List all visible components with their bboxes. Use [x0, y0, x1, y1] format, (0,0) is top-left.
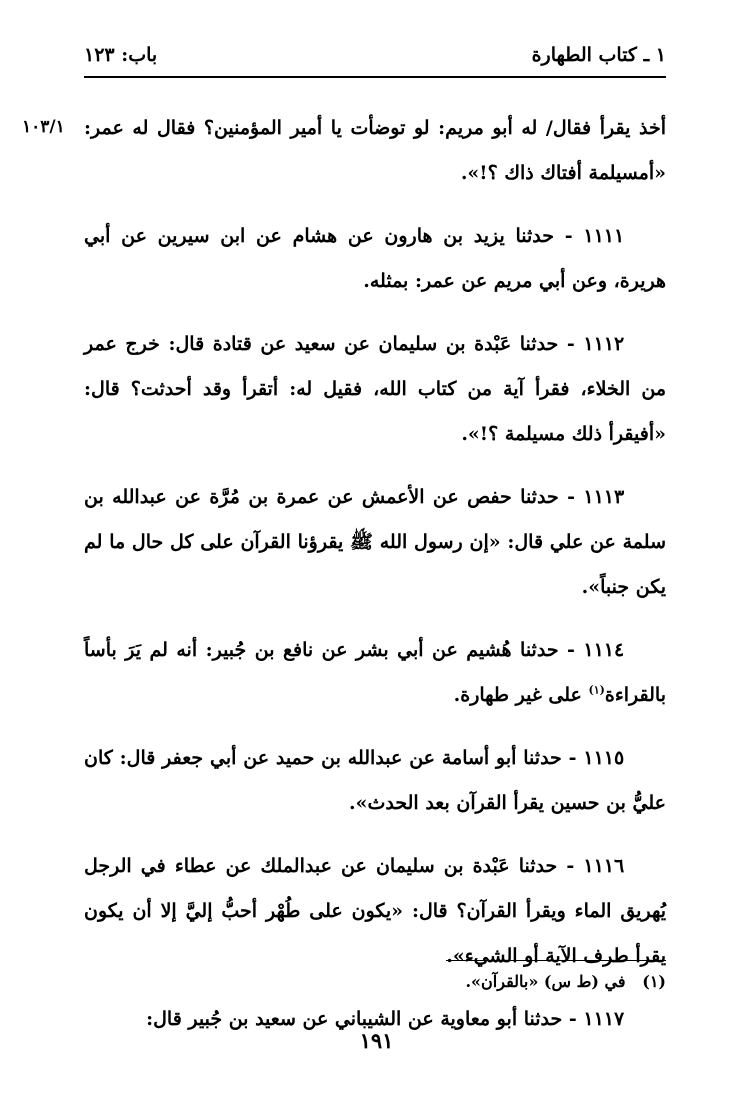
hadith-1117: ١١١٧ - حدثنا أبو معاوية عن الشيباني عن سعيد بن جُبير قال: — [146, 1008, 625, 1030]
book-section-title: ١ ـ كتاب الطهارة — [531, 44, 666, 66]
header-divider — [84, 76, 666, 78]
footnote-reference-marker[interactable]: (١) — [588, 683, 605, 697]
hadith-1111: ١١١١ - حدثنا يزيد بن هارون عن هشام عن ابن سيرين عن أبي هريرة، وعن أبي مريم عن عمر: بمثله. — [84, 225, 666, 292]
hadith-1113: ١١١٣ - حدثنا حفص عن الأعمش عن عمرة بن مُرَّة عن عبدالله بن سلمة عن علي قال: «إن رسول الله ﷺ يقرؤنا القرآن على كل حال ما لم يكن جنباً». — [84, 486, 666, 598]
margin-reference: ١٠٣/١ — [22, 117, 65, 137]
running-header — [84, 40, 666, 74]
chapter-label: باب: ١٢٣ — [84, 44, 158, 66]
hadith-1116: ١١١٦ - حدثنا عَبْدة بن سليمان عن عبدالملك عن عطاء في الرجل يُهريق الماء ويقرأ القرآن؟ قال: «يكون على طُهْر أحبُّ إليَّ إلا أن يكون يقرأ طرف الآية أو الشيء». — [84, 855, 666, 967]
hadith-1114-text-before: ١١١٤ - حدثنا هُشيم عن أبي بشر عن نافع بن جُبير: أنه لم يَرَ بأساً بالقراءة — [84, 639, 666, 706]
hadith-1114 — [84, 628, 666, 718]
footnote-divider — [446, 960, 666, 961]
hadith-1112: ١١١٢ - حدثنا عَبْدة بن سليمان عن سعيد عن قتادة قال: خرج عمر من الخلاء، فقرأ آية من كتاب الله، فقيل له: أتقرأ وقد أحدثت؟ قال: «أفيقرأ ذلك مسيلمة ؟!». — [84, 333, 666, 445]
footnote-marker: (١) — [642, 972, 666, 991]
footnote-text: في (ط س) «بالقرآن». — [465, 972, 626, 991]
page-number: ١٩١ — [359, 1028, 394, 1053]
paragraph-continuation: أخذ يقرأ فقال/ له أبو مريم: لو توضأت يا أمير المؤمنين؟ فقال له عمر: «أمسيلمة أفتاك ذاك ؟!». — [84, 117, 666, 184]
main-text — [84, 106, 666, 1060]
hadith-1114-text-after: على غير طهارة. — [453, 684, 589, 706]
footnote — [84, 972, 666, 991]
hadith-1115: ١١١٥ - حدثنا أبو أسامة عن عبدالله بن حميد عن أبي جعفر قال: كان عليُّ بن حسين يقرأ القرآن بعد الحدث». — [84, 747, 666, 814]
